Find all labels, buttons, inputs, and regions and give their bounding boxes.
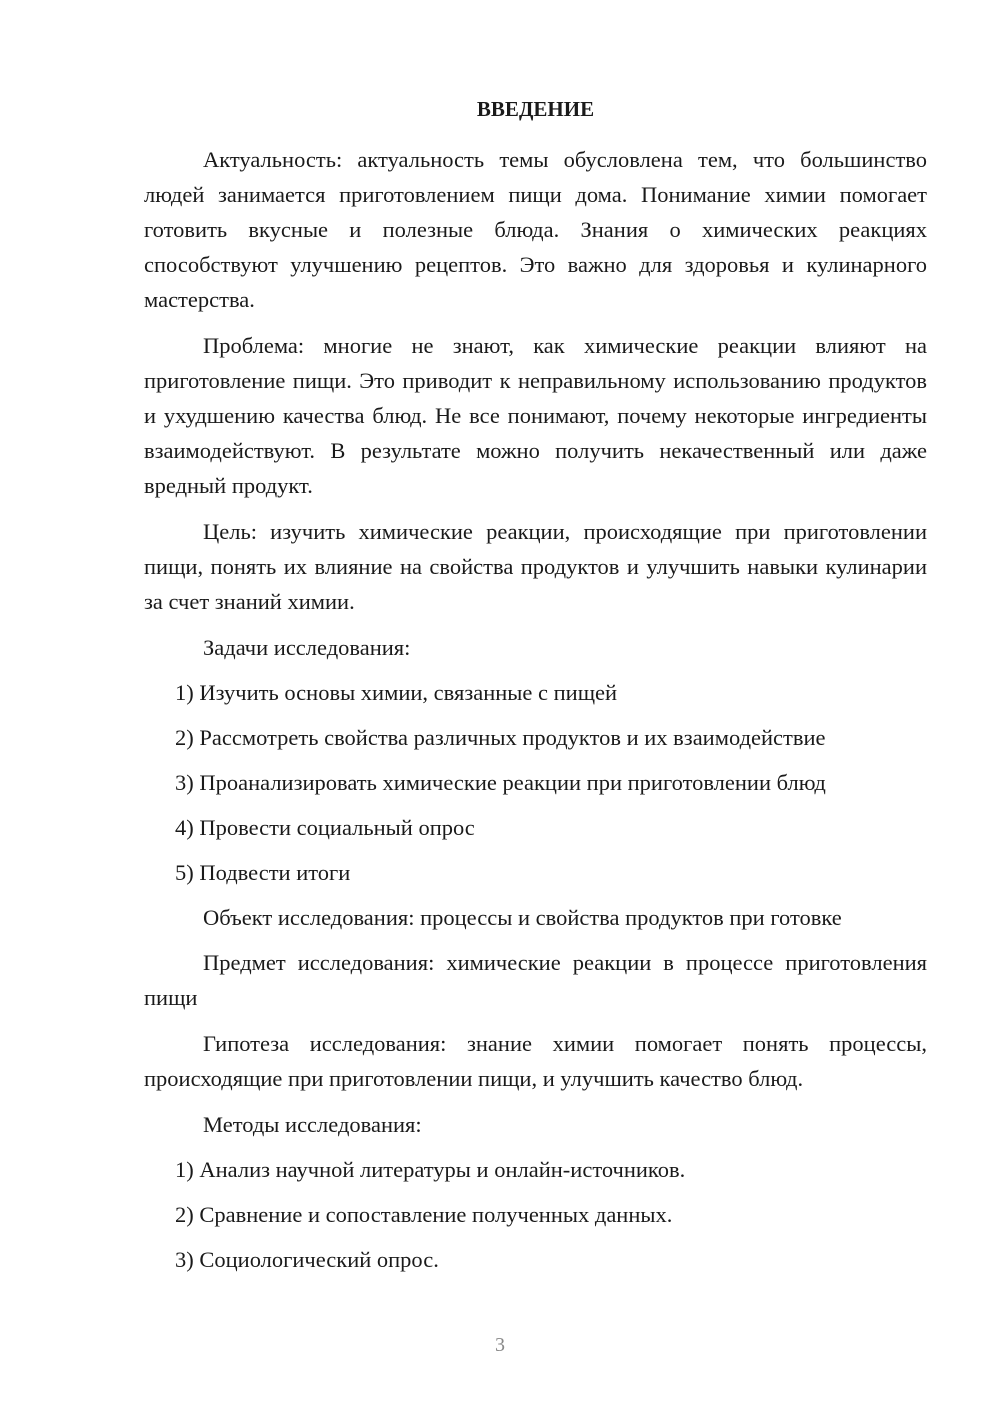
subject-paragraph: Предмет исследования: химические реакции в процессе приготовления пищи xyxy=(144,950,927,1010)
problem-paragraph: Проблема: многие не знают, как химические реакции влияют на приготовление пищи. Это приводит к неправильному использованию продуктов и ухудшению качества блюд. Не все понимают, почему некоторые ингредиенты взаимодействуют. В результате можно получить некачественный или даже вредный продукт. xyxy=(144,333,927,498)
relevance-paragraph: Актуальность: актуальность темы обусловлена тем, что большинство людей занимается приготовлением пищи дома. Понимание химии помогает готовить вкусные и полезные блюда. Знания о химических реакциях способствуют улучшению рецептов. Это важно для здоровья и кулинарного мастерства. xyxy=(144,147,927,312)
list-item: 2) Сравнение и сопоставление полученных данных. xyxy=(175,1202,673,1227)
tasks-heading: Задачи исследования: xyxy=(203,635,411,660)
list-item: 1) Анализ научной литературы и онлайн-источников. xyxy=(175,1157,686,1182)
list-item: 3) Социологический опрос. xyxy=(175,1247,439,1272)
document-page xyxy=(144,92,927,1287)
list-item: 3) Проанализировать химические реакции при приготовлении блюд xyxy=(175,770,826,795)
page-number: 3 xyxy=(495,1334,505,1356)
object-paragraph: Объект исследования: процессы и свойства продуктов при готовке xyxy=(203,905,842,930)
list-item: 4) Провести социальный опрос xyxy=(175,815,475,840)
hypothesis-paragraph: Гипотеза исследования: знание химии помогает понять процессы, происходящие при приготовлении пищи, и улучшить качество блюд. xyxy=(144,1031,927,1091)
list-item: 5) Подвести итоги xyxy=(175,860,351,885)
list-item: 2) Рассмотреть свойства различных продуктов и их взаимодействие xyxy=(175,725,826,750)
page-title: ВВЕДЕНИЕ xyxy=(476,97,595,121)
goal-paragraph: Цель: изучить химические реакции, происходящие при приготовлении пищи, понять их влияние на свойства продуктов и улучшить навыки кулинарии за счет знаний химии. xyxy=(144,519,927,614)
methods-heading: Методы исследования: xyxy=(203,1112,422,1137)
list-item: 1) Изучить основы химии, связанные с пищей xyxy=(175,680,618,705)
